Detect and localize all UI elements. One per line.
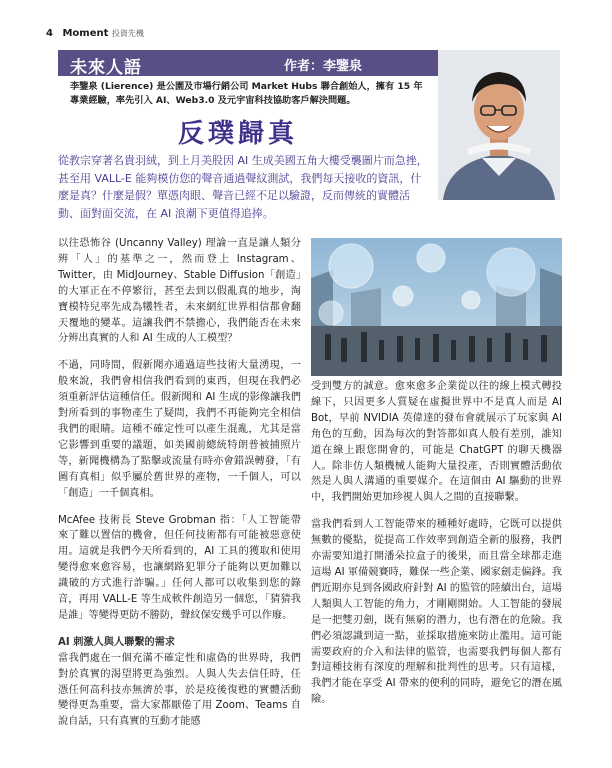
section-heading: AI 刺激人與人聯繫的需求 xyxy=(58,636,176,648)
column-title: 未來人語 xyxy=(70,58,142,78)
page-number: 4 xyxy=(46,28,53,39)
magazine-name: Moment xyxy=(62,28,109,39)
article-intro: 從教宗穿著名貴羽絨，到上月美股因 AI 生成美國五角大樓受襲圖片而急挫，甚至用 VALL-E 能夠模仿您的聲音通過聲紋測試，我們每天接收的資訊，什麼是真？什麼是假？單憑肉眼、聲音已經不足以驗證，反而傳統的實體活動、面對面交流，在 AI 浪潮下更值得追捧。 xyxy=(58,154,428,220)
author-bio: 李鑒泉 (Lierence) 是公園及市場行銷公司 Market Hubs 聯合創始人，擁有 15 年專業經驗，率先引入 AI、Web3.0 及元宇宙科技協助客戶解決問題。 xyxy=(70,81,423,106)
paragraph: 受到雙方的誠意。愈來愈多企業從以往的線上模式轉投線下，只因更多人質疑在虛擬世界中不是真人而是 AI Bot，早前 NVIDIA 英偉達的發布會就展示了玩家與 AI 角色的互動，因為每次的對答都如真人般有差別，誰知道在線上跟您開會的，可能是 ChatGPT 的聊天機器人。除非仿人類機械人能夠大量投產，否則實體活動依然是人與人溝通的重要媒介。在這個由 AI 驅動的世界中，我們開始更加珍視人與人之間的直接聯繫。 xyxy=(311,381,562,504)
paragraph: 當我們看到人工智能帶來的種種好處時，它既可以提供無數的優點，從提高工作效率到創造全新的服務，我們亦需要知道打開潘朵拉盒子的後果，而且當全球都走進這場 AI 軍備競賽時，難保一些企業、國家劍走偏鋒。我們近期亦見到各國政府針對 AI 的監管的陸續出台，這場人類與人工智能的角力，才剛剛開始。人工智能的發展是一把雙刃劍，既有無窮的潛力，也有潛在的危險。我們必須認識到這一點，並採取措施來防止濫用。這可能需要政府的介入和法律的監管，也需要我們每個人都有對這種技術有深度的理解和批判性的思考。只有這樣，我們才能在享受 AI 帶來的便利的同時，避免它的潛在風險。 xyxy=(311,519,562,706)
magazine-section: 投資先機 xyxy=(111,29,144,38)
paragraph: 當我們處在一個充滿不確定性和虛偽的世界時，我們對於真實的渴望將更為強烈。人與人失去信任時，任憑任何高科技亦無濟於事，於是疫後復甦的實體活動變得更為重要，當大家都厭倦了用 Zoom、Teams 自說自話，只有真實的互動才能感 xyxy=(58,652,301,728)
column-title-bar xyxy=(58,50,438,76)
column-author: 作者：李鑒泉 xyxy=(284,59,363,74)
page-header xyxy=(46,28,144,39)
paragraph: McAfee 技術長 Steve Grobman 指：「人工智能帶來了難以置信的機會，但任何技術都有可能被惡意使用。這就是我們今天所看到的，AI 工具的獲取和使用變得愈來愈容易，也讓網路犯罪分子能夠以更加難以識破的方式進行詐騙。」任何人都可以收集到您的錄音，再用 VALL-E 等生成軟件創造另一個您，「猜猜我是誰」等變得更防不勝防，聲紋保安幾乎可以作廢。 xyxy=(58,514,301,621)
article-illustration xyxy=(311,238,562,376)
left-column xyxy=(58,236,301,741)
article-headline: 反璞歸真 xyxy=(178,119,299,149)
right-column xyxy=(311,379,562,719)
paragraph: 不過，同時間，假新聞亦通過這些技術大量湧現，一般來說，我們會相信我們看到的東西，但現在我們必須重新評估這種信任。假新聞和 AI 生成的影像讓我們對所看到的事物產生了疑問，我們不再能夠完全相信我們的眼睛。這種不確定性可以產生混亂，尤其是當它影響到重要的議題，如美國前總統特朗普被捕照片等，新聞機構為了點擊或流量有時亦會錯誤轉發，「有圖有真相」似乎屬於舊世界的產物，一千個人，可以「創造」一千個真相。 xyxy=(58,360,301,499)
paragraph: 以往恐怖谷 (Uncanny Valley) 理論一直是讓人類分辨「人」的基準之一，然而登上 Instagram、Twitter，由 MidJourney、Stable Diffusion「創造」的大軍正在不停繁衍，甚至去到以假亂真的地步，淘寶模特兒率先成為犧牲者，未來網紅世界相信都會翻天覆地的變革。這讓我們不禁擔心，我們能否在未來分辨出真實的人和 AI 生成的人工模型？ xyxy=(58,238,301,345)
author-portrait xyxy=(438,50,560,200)
